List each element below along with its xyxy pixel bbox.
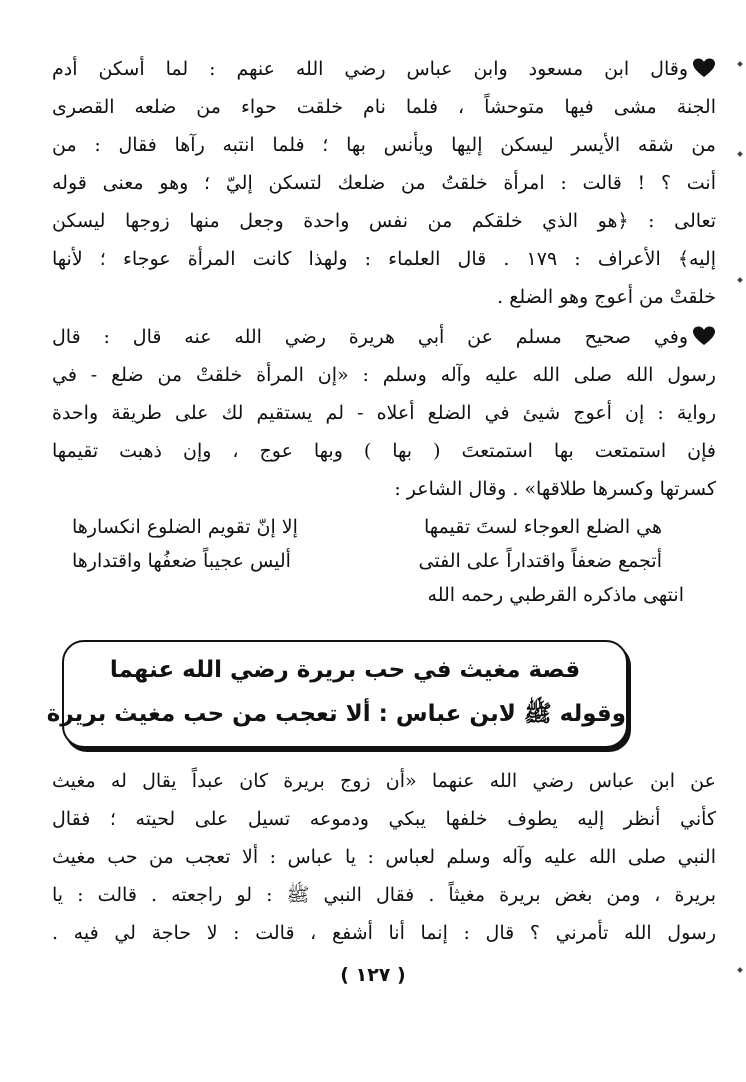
text-line: رواية : إن أعوج شيئ في الضلع أعلاه - لم يستقيم لك على طريقة واحدة — [52, 402, 716, 424]
text-line: تعالى : ﴿هو الذي خلقكم من نفس واحدة وجعل منها زوجها ليسكن — [52, 210, 716, 232]
text-line: رسول الله صلى الله عليه وآله وسلم : «إن المرأة خلقتْ من ضلع - في — [52, 364, 716, 386]
poem-verse — [40, 544, 720, 578]
text-line: رسول الله تأمرني ؟ قال : إنما أنا أشفع ، قالت : لا حاجة لي فيه . — [52, 922, 716, 944]
section-title-box — [46, 640, 628, 748]
quote-ending: انتهى ماذكره القرطبي رحمه الله — [427, 584, 684, 606]
paragraph-ibn-masud — [52, 50, 716, 316]
verse-second-half: أليس عجيباً ضعفُها واقتدارها — [72, 550, 291, 572]
scan-speck — [737, 61, 743, 67]
scan-speck — [737, 277, 743, 283]
scan-speck — [737, 151, 743, 157]
text-line: أنت ؟ ! قالت : امرأة خلقتُ من ضلعك لتسكن إليّ ؛ وهو معنى قوله — [52, 172, 716, 194]
text-line: عن ابن عباس رضي الله عنهما «أن زوج بريرة كان عبداً يقال له مغيث — [52, 770, 716, 792]
text-line: وقال ابن مسعود وابن عباس رضي الله عنهم : لما أسكن أدم — [52, 50, 716, 88]
verse-second-half: إلا إنّ تقويم الضلوع انكسارها — [72, 516, 298, 538]
text-line: وفي صحيح مسلم عن أبي هريرة رضي الله عنه قال : قال — [52, 318, 716, 356]
poem-verse — [40, 510, 720, 544]
section-title-line-1: قصة مغيث في حب بريرة رضي الله عنهما — [109, 657, 581, 683]
heart-icon — [692, 58, 716, 78]
verse-first-half: أتجمع ضعفاً واقتداراً على الفتى — [418, 550, 662, 572]
text-line: كأني أنظر إليه يطوف خلفها يبكي ودموعه تسيل على لحيته ؛ فقال — [52, 808, 716, 830]
paragraph-mughith-story — [52, 762, 716, 952]
text-line: فإن استمتعت بها استمتعتَ ( بها ) وبها عوج ، وإن ذهبت تقيمها — [52, 440, 716, 462]
section-title-line-2: وقوله ﷺ لابن عباس : ألا تعجب من حب مغيث بريرة — [46, 701, 626, 727]
text-line: الجنة مشى فيها متوحشاً ، فلما نام خلقت حواء من ضلعه القصرى — [52, 96, 716, 118]
text-line: إليه﴾ الأعراف : ١٧٩ . قال العلماء : ولهذا كانت المرأة عوجاء ؛ لأنها — [52, 248, 716, 270]
text-line: كسرتها وكسرها طلاقها» . وقال الشاعر : — [394, 478, 716, 500]
text-line: من شقه الأيسر ليسكن إليها ويأنس بها ؛ فلما انتبه رآها فقال : من — [52, 134, 716, 156]
heart-icon — [692, 326, 716, 346]
text-line: خلقتْ من أعوج وهو الضلع . — [497, 286, 716, 308]
poem-ending — [40, 578, 720, 612]
text-line: بريرة ، ومن بغض بريرة مغيثاً . فقال النبي ﷺ : لو راجعته . قالت : يا — [52, 884, 716, 906]
verse-first-half: هي الضلع العوجاء لستَ تقيمها — [423, 516, 662, 538]
paragraph-sahih-muslim — [52, 318, 716, 508]
text-line: النبي صلى الله عليه وآله وسلم لعباس : يا عباس : ألا تعجب من حب مغيث — [52, 846, 716, 868]
page-number: ( ١٢٧ ) — [340, 964, 406, 986]
poem — [40, 510, 720, 612]
